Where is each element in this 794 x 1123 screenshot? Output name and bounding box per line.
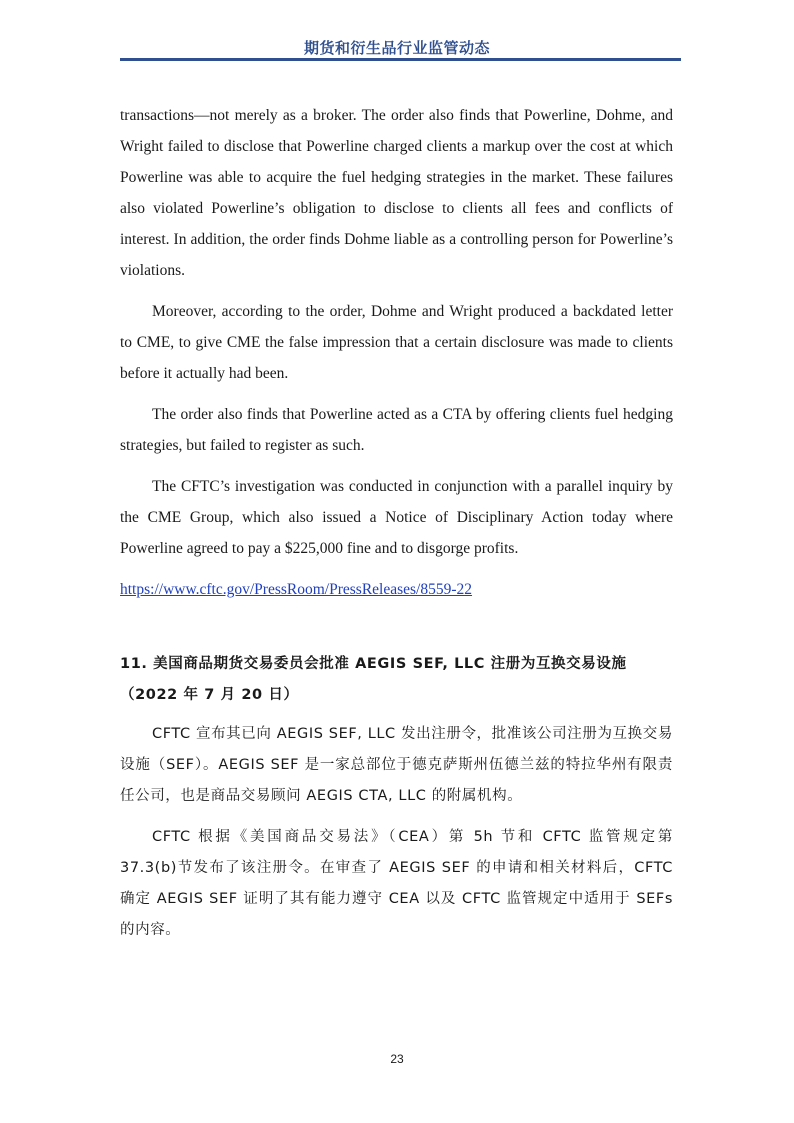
paragraph-aegis-registration: CFTC 宣布其已向 AEGIS SEF, LLC 发出注册令，批准该公司注册为互换交易设施（SEF）。AEGIS SEF 是一家总部位于德克萨斯州伍德兰兹的特拉华州有限责任公司，也是商品交易顾问 AEGIS CTA, LLC 的附属机构。 <box>120 726 673 804</box>
section-heading: 11. 美国商品期货交易委员会批准 AEGIS SEF, LLC 注册为互换交易设施（2022 年 7 月 20 日） <box>120 656 627 703</box>
paragraph-cta-registration: The order also finds that Powerline acted as a CTA by offering clients fuel hedging strategies, but failed to register as such. <box>120 406 673 454</box>
paragraph-cme-inquiry: The CFTC’s investigation was conducted in conjunction with a parallel inquiry by the CME Group, which also issued a Notice of Disciplinary Action today where Powerline agreed to pay a $225,000 fine and to disgorge profits. <box>120 478 673 557</box>
document-body <box>120 100 673 956</box>
page-number: 23 <box>390 1052 404 1066</box>
source-link[interactable]: https://www.cftc.gov/PressRoom/PressReleases/8559-22 <box>120 581 473 598</box>
paragraph-continuation: transactions—not merely as a broker. The order also finds that Powerline, Dohme, and Wright failed to disclose that Powerline charged clients a markup over the cost at which Powerline was able to acquire the fuel hedging strategies in the market. These failures also violated Powerline’s obligation to disclose to clients all fees and conflicts of interest. In addition, the order finds Dohme liable as a controlling person for Powerline’s violations. <box>120 107 673 279</box>
header-divider <box>120 58 681 61</box>
paragraph-backdated-letter: Moreover, according to the order, Dohme and Wright produced a backdated letter to CME, to give CME the false impression that a certain disclosure was made to clients before it actually had been. <box>120 303 673 382</box>
paragraph-aegis-order: CFTC 根据《美国商品交易法》（CEA）第 5h 节和 CFTC 监管规定第 37.3(b)节发布了该注册令。在审查了 AEGIS SEF 的申请和相关材料后，CFTC 确定 AEGIS SEF 证明了其有能力遵守 CEA 以及 CFTC 监管规定中适用于 SEFs 的内容。 <box>120 829 673 938</box>
page-header-title: 期货和衍生品行业监管动态 <box>303 39 490 57</box>
